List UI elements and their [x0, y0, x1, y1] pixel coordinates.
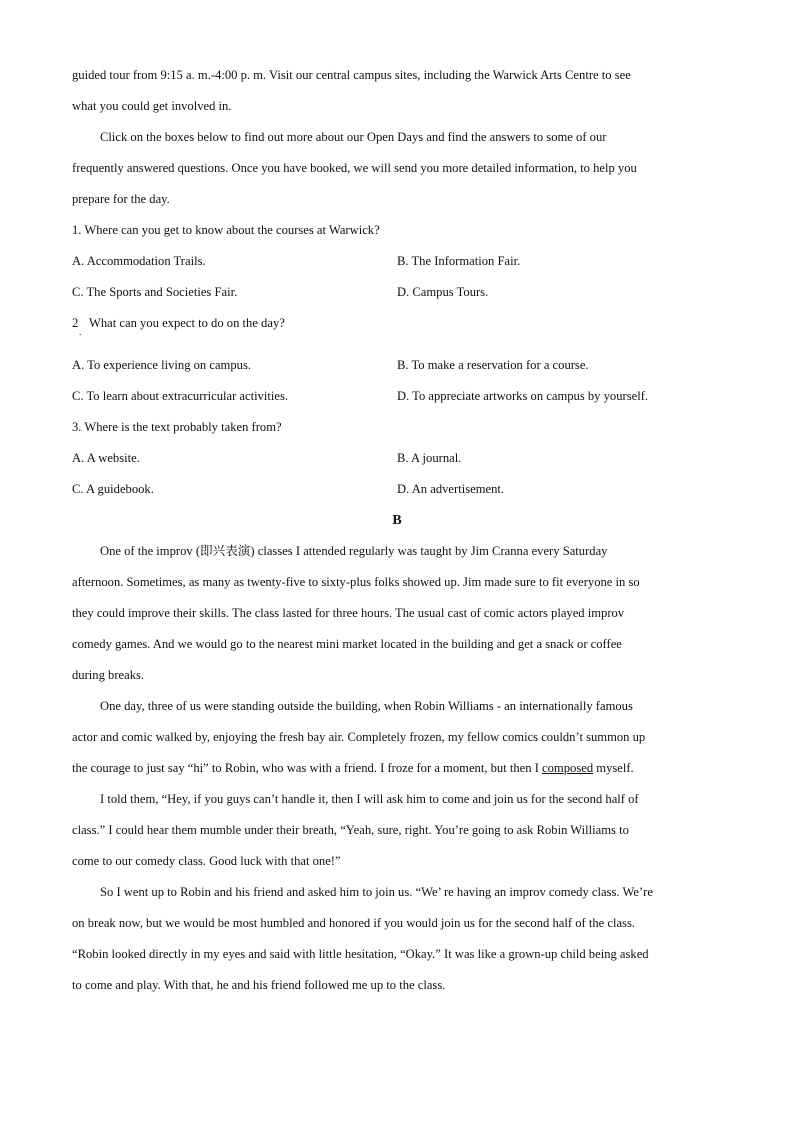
text-line: what you could get involved in.	[72, 99, 232, 113]
text-line: Click on the boxes below to find out more about our Open Days and find the answers to some of our	[100, 130, 607, 144]
passage-b-paragraph-3	[72, 784, 722, 877]
text-line: guided tour from 9:15 a. m.-4:00 p. m. Visit our central campus sites, including the Warwick Arts Centre to see	[72, 68, 631, 82]
option-b: B. The Information Fair.	[397, 254, 521, 268]
text-line: on break now, but we would be most humbled and honored if you would join us for the second half of the class.	[72, 916, 635, 930]
text-line: I told them, “Hey, if you guys can’t handle it, then I will ask him to come and join us for the second half of	[100, 792, 639, 806]
passage-a-paragraph-2	[72, 122, 722, 215]
text-line	[72, 753, 722, 784]
document-page	[72, 60, 722, 1001]
text-line: So I went up to Robin and his friend and asked him to join us. “We’ re having an improv comedy class. We’re	[100, 885, 653, 899]
passage-a-paragraph-1	[72, 60, 722, 122]
option-c: C. The Sports and Societies Fair.	[72, 285, 238, 299]
option-d: D. An advertisement.	[397, 482, 505, 496]
question-stem: 1. Where can you get to know about the courses at Warwick?	[72, 223, 380, 237]
section-b-heading: B	[392, 513, 402, 528]
text-line: frequently answered questions. Once you have booked, we will send you more detailed information, to help you	[72, 161, 637, 175]
question-3	[72, 412, 722, 505]
underlined-word: composed	[542, 761, 594, 775]
text-line: “Robin looked directly in my eyes and said with little hesitation, “Okay.” It was like a grown-up child being asked	[72, 947, 649, 961]
question-number-dot: .	[79, 327, 82, 337]
option-b: B. To make a reservation for a course.	[397, 358, 589, 372]
passage-b-paragraph-2	[72, 691, 722, 784]
option-d: D. Campus Tours.	[397, 285, 489, 299]
text-line: One of the improv (即兴表演) classes I attended regularly was taught by Jim Cranna every Saturday	[100, 544, 608, 558]
text-line: afternoon. Sometimes, as many as twenty-five to sixty-plus folks showed up. Jim made sure to fit everyone in so	[72, 575, 640, 589]
text-segment: myself.	[593, 761, 634, 775]
option-a: A. To experience living on campus.	[72, 358, 251, 372]
text-line: they could improve their skills. The class lasted for three hours. The usual cast of comic actors played improv	[72, 606, 625, 620]
text-segment: the courage to just say “hi” to Robin, who was with a friend. I froze for a moment, but then I	[72, 761, 543, 775]
question-stem: What can you expect to do on the day?	[89, 316, 285, 330]
text-line: prepare for the day.	[72, 192, 170, 206]
text-line: class.” I could hear them mumble under their breath, “Yeah, sure, right. You’re going to ask Robin Williams to	[72, 823, 629, 837]
question-stem: 3. Where is the text probably taken from?	[72, 420, 282, 434]
text-line: come to our comedy class. Good luck with that one!”	[72, 854, 341, 868]
option-c: C. To learn about extracurricular activities.	[72, 389, 289, 403]
option-a: A. A website.	[72, 451, 140, 465]
passage-b-paragraph-1	[72, 536, 722, 691]
question-number: 2	[72, 316, 79, 330]
option-d: D. To appreciate artworks on campus by yourself.	[397, 389, 649, 403]
text-line: actor and comic walked by, enjoying the fresh bay air. Completely frozen, my fellow comics couldn’t summon up	[72, 730, 646, 744]
option-b: B. A journal.	[397, 451, 462, 465]
option-c: C. A guidebook.	[72, 482, 154, 496]
text-line: One day, three of us were standing outside the building, when Robin Williams - an internationally famous	[100, 699, 633, 713]
text-line: to come and play. With that, he and his friend followed me up to the class.	[72, 978, 446, 992]
passage-b-paragraph-4	[72, 877, 722, 1001]
option-a: A. Accommodation Trails.	[72, 254, 206, 268]
text-line: during breaks.	[72, 668, 145, 682]
question-1	[72, 215, 722, 308]
text-line: comedy games. And we would go to the nearest mini market located in the building and get a snack or coffee	[72, 637, 622, 651]
question-2	[72, 308, 722, 412]
